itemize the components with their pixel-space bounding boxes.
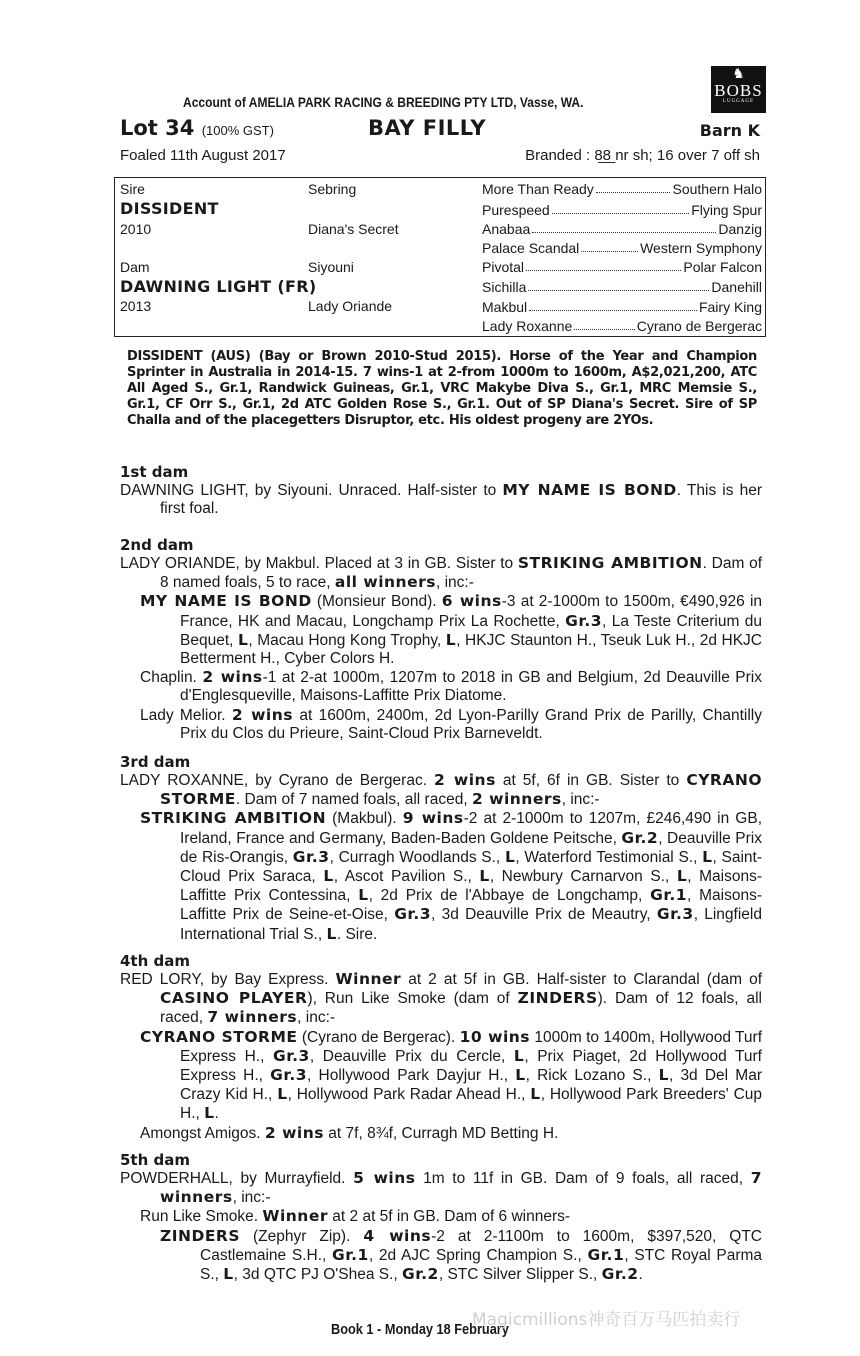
- dam-year: 2013: [120, 298, 152, 314]
- sire-label: Sire: [120, 181, 145, 197]
- third-dam-section: [120, 753, 762, 944]
- sire-year: 2010: [120, 221, 152, 237]
- grandparent-row: Lady Roxanne Cyrano de Bergerac: [482, 318, 762, 334]
- fifth-dam-section: [120, 1151, 762, 1284]
- page-footer: Book 1 - Monday 18 February: [331, 1321, 509, 1338]
- progeny-paragraph: Chaplin. 2 wins-1 at 2-at 1000m, 1207m to 2018 in GB and Belgium, 2d Deauville Prix d'Englesqueville, Maisons-Laffitte Prix Diatome.: [140, 668, 762, 705]
- grandparent-row: Purespeed Flying Spur: [482, 202, 762, 218]
- dam-name: DAWNING LIGHT (FR): [120, 277, 317, 296]
- sire-dam: Diana's Secret: [308, 221, 399, 237]
- dam-paragraph: LADY ORIANDE, by Makbul. Placed at 3 in GB. Sister to STRIKING AMBITION. Dam of 8 named foals, 5 to race, all winners, inc:-: [120, 554, 762, 592]
- progeny-paragraph: CYRANO STORME (Cyrano de Bergerac). 10 wins 1000m to 1400m, Hollywood Turf Express H., Gr.3, Deauville Prix du Cercle, L, Prix Piaget, 2d Hollywood Turf Express H., Gr.3, Hollywood Park Dayjur H., L, Rick Lozano S., L, 3d Del Mar Crazy Kid H., L, Hollywood Park Radar Ahead H., L, Hollywood Park Breeders' Cup H., L.: [140, 1027, 763, 1123]
- grandparent-row: Sichilla Danehill: [482, 279, 762, 295]
- progeny-paragraph: Amongst Amigos. 2 wins at 7f, 8¾f, Curragh MD Betting H.: [140, 1123, 559, 1142]
- sire-sire: Sebring: [308, 181, 357, 197]
- sire-summary: DISSIDENT (AUS) (Bay or Brown 2010-Stud 2015). Horse of the Year and Champion Sprinter in Australia in 2014-15. 7 wins-1 at 2-from 1000m to 1600m, A$2,021,200, ATC All Aged S., Gr.1, Randwick Guineas, Gr.1, VRC Makybe Diva S., Gr.1, MRC Memsie S., Gr.1, CF Orr S., Gr.1, 2d ATC Golden Rose S., Gr.1. Out of SP Diana's Secret. Sire of SP Challa and of the placegetters Disruptor, etc. His oldest progeny are 2YOs.: [127, 349, 757, 428]
- vendor-account: Account of AMELIA PARK RACING & BREEDING PTY LTD, Vasse, WA.: [183, 94, 584, 110]
- logo-text: BOBS: [714, 81, 763, 100]
- barn-label: Barn K: [699, 121, 760, 140]
- section-heading: 3rd dam: [120, 753, 191, 771]
- dam-label: Dam: [120, 259, 150, 275]
- first-dam-section: [120, 463, 762, 518]
- horse-rider-icon: ♞: [732, 67, 745, 82]
- grandparent-row: More Than Ready Southern Halo: [482, 181, 762, 197]
- brand-marks: Branded : 8̲8̲ nr sh; 16 over 7 off sh: [525, 147, 760, 164]
- section-heading: 2nd dam: [120, 536, 194, 554]
- fourth-dam-section: [120, 952, 762, 1143]
- section-heading: 4th dam: [120, 952, 190, 970]
- dam-paragraph: LADY ROXANNE, by Cyrano de Bergerac. 2 wins at 5f, 6f in GB. Sister to CYRANO STORME. Dam of 7 named foals, all raced, 2 winners, inc:-: [120, 771, 762, 809]
- grandparent-row: Palace Scandal Western Symphony: [482, 240, 762, 256]
- horse-title: BAY FILLY: [368, 116, 487, 140]
- dam-sire: Siyouni: [308, 259, 354, 275]
- section-heading: 5th dam: [120, 1151, 190, 1169]
- gst-note: (100% GST): [201, 123, 274, 138]
- grandparent-row: Makbul Fairy King: [482, 299, 762, 315]
- lot-label: Lot 34: [120, 116, 195, 140]
- watermark: Magicmillions神奇百万马匹拍卖行: [472, 1310, 741, 1330]
- grandparent-row: Pivotal Polar Falcon: [482, 259, 762, 275]
- bobs-logo: [711, 66, 766, 113]
- progeny-paragraph: Lady Melior. 2 wins at 1600m, 2400m, 2d Lyon-Parilly Grand Prix de Parilly, Chantilly Prix du Clos du Prieure, Saint-Cloud Prix Barneveldt.: [140, 705, 762, 742]
- logo-subtext: LUGGAGE: [722, 99, 755, 104]
- progeny-paragraph: MY NAME IS BOND (Monsieur Bond). 6 wins-3 at 2-1000m to 1500m, €490,926 in France, HK and Macau, Longchamp Prix La Rochette, Gr.3, La Teste Criterium du Bequet, L, Macau Hong Kong Trophy, L, HKJC Staunton H., Tseuk Luk H., 2d HKJC Betterment H., Cyber Colors H.: [140, 592, 763, 668]
- progeny-paragraph: STRIKING AMBITION (Makbul). 9 wins-2 at 2-1000m to 1207m, £246,490 in GB, Ireland, France and Germany, Baden-Baden Goldene Peitsche, Gr.2, Deauville Prix de Ris-Orangis, Gr.3, Curragh Woodlands S., L, Waterford Testimonial S., L, Saint-Cloud Prix Saraca, L, Ascot Pavilion S., L, Newbury Carnarvon S., L, Maisons-Laffitte Prix Contessina, L, 2d Prix de l'Abbaye de Longchamp, Gr.1, Maisons-Laffitte Prix de Seine-et-Oise, Gr.3, 3d Deauville Prix de Meautry, Gr.3, Lingfield International Trial S., L. Sire.: [140, 809, 762, 943]
- dam-paragraph: RED LORY, by Bay Express. Winner at 2 at 5f in GB. Half-sister to Clarandal (dam of CASINO PLAYER), Run Like Smoke (dam of ZINDERS). Dam of 12 foals, all raced, 7 winners, inc:-: [120, 970, 763, 1027]
- lot-number: [120, 116, 274, 140]
- sire-name: DISSIDENT: [120, 199, 219, 218]
- pedigree-table: [114, 177, 766, 337]
- grandparent-row: Anabaa Danzig: [482, 221, 762, 237]
- foaled-date: Foaled 11th August 2017: [120, 147, 286, 164]
- dam-paragraph: DAWNING LIGHT, by Siyouni. Unraced. Half-sister to MY NAME IS BOND. This is her first foal.: [120, 481, 762, 518]
- dam-dam: Lady Oriande: [308, 298, 393, 314]
- second-dam-section: [120, 536, 762, 743]
- progeny-paragraph: ZINDERS (Zephyr Zip). 4 wins-2 at 2-1100m to 1600m, $397,520, QTC Castlemaine S.H., Gr.1, 2d AJC Spring Champion S., Gr.1, STC Royal Parma S., L, 3d QTC PJ O'Shea S., Gr.2, STC Silver Slipper S., Gr.2.: [160, 1226, 763, 1284]
- progeny-paragraph: Run Like Smoke. Winner at 2 at 5f in GB. Dam of 6 winners-: [140, 1207, 571, 1226]
- dam-paragraph: POWDERHALL, by Murrayfield. 5 wins 1m to 11f in GB. Dam of 9 foals, all raced, 7 winners, inc:-: [120, 1169, 762, 1207]
- section-heading: 1st dam: [120, 463, 189, 481]
